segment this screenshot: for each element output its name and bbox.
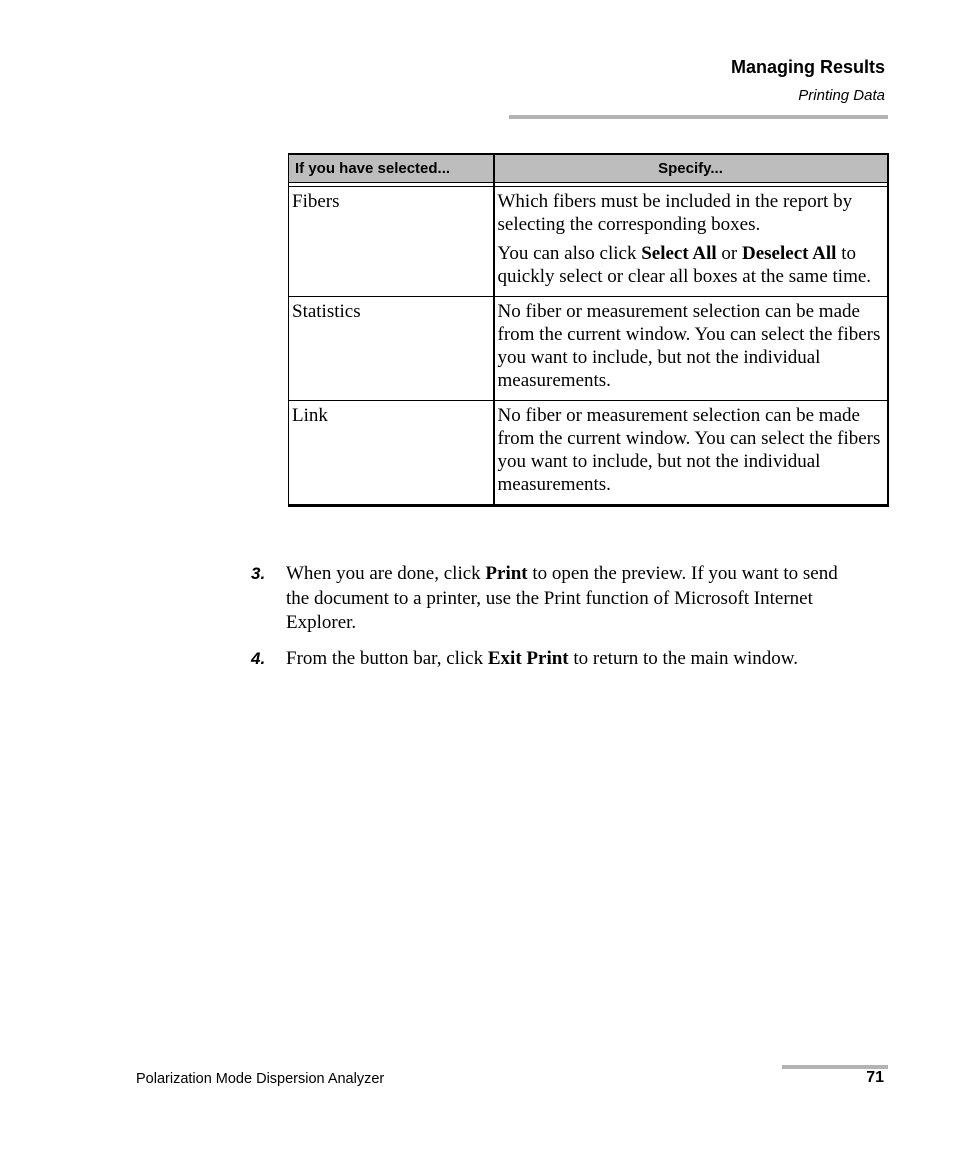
section-title: Printing Data [798, 87, 885, 104]
chapter-title: Managing Results [730, 57, 885, 77]
select-all-term: Select All [641, 243, 717, 264]
table-row [289, 401, 888, 506]
deselect-all-term: Deselect All [742, 243, 837, 264]
header-divider [509, 115, 888, 119]
print-term: Print [485, 563, 528, 584]
table-row [289, 297, 888, 401]
table-header-row [289, 154, 888, 183]
page-number: 71 [866, 1069, 884, 1086]
column-header-selection: If you have selected... [289, 154, 494, 183]
row-specify-cell [494, 401, 888, 506]
row-specify-text: No fiber or measurement selection can be made from the current window. You can select the fibers you want to include, but not the individual measurements. [497, 405, 881, 495]
exit-print-term: Exit Print [487, 647, 569, 669]
procedure-step [251, 647, 861, 672]
step-text: From the button bar, click [286, 647, 488, 669]
row-specify-note [498, 242, 883, 288]
step-number: 4. [251, 648, 266, 668]
note-text: or [716, 243, 742, 264]
table-row [289, 187, 888, 297]
procedure-step [251, 562, 861, 636]
row-specify-text: Which fibers must be included in the report by selecting the corresponding boxes. [497, 191, 853, 235]
column-header-specify: Specify... [494, 154, 888, 183]
row-selection-cell: Link [289, 401, 494, 506]
step-text: to open the preview. If you want to send the document to a printer, use the Print function of Microsoft Internet Explorer. [286, 563, 838, 633]
procedure-steps [251, 562, 861, 682]
row-specify-cell [494, 297, 888, 401]
row-specify-text: No fiber or measurement selection can be made from the current window. You can select the fibers you want to include, but not the individual measurements. [497, 301, 881, 391]
row-selection-cell: Fibers [289, 187, 494, 297]
row-selection-cell: Statistics [289, 297, 494, 401]
selection-table-container [288, 153, 887, 507]
note-text: to quickly select or clear all boxes at the same time. [497, 243, 872, 287]
step-text: to return to the main window. [568, 647, 798, 669]
row-specify-cell [494, 187, 888, 297]
step-number: 3. [251, 564, 266, 583]
step-text: When you are done, click [286, 563, 486, 584]
document-title: Polarization Mode Dispersion Analyzer [136, 1071, 385, 1087]
selection-table [288, 153, 889, 507]
note-text: You can also click [497, 243, 642, 264]
